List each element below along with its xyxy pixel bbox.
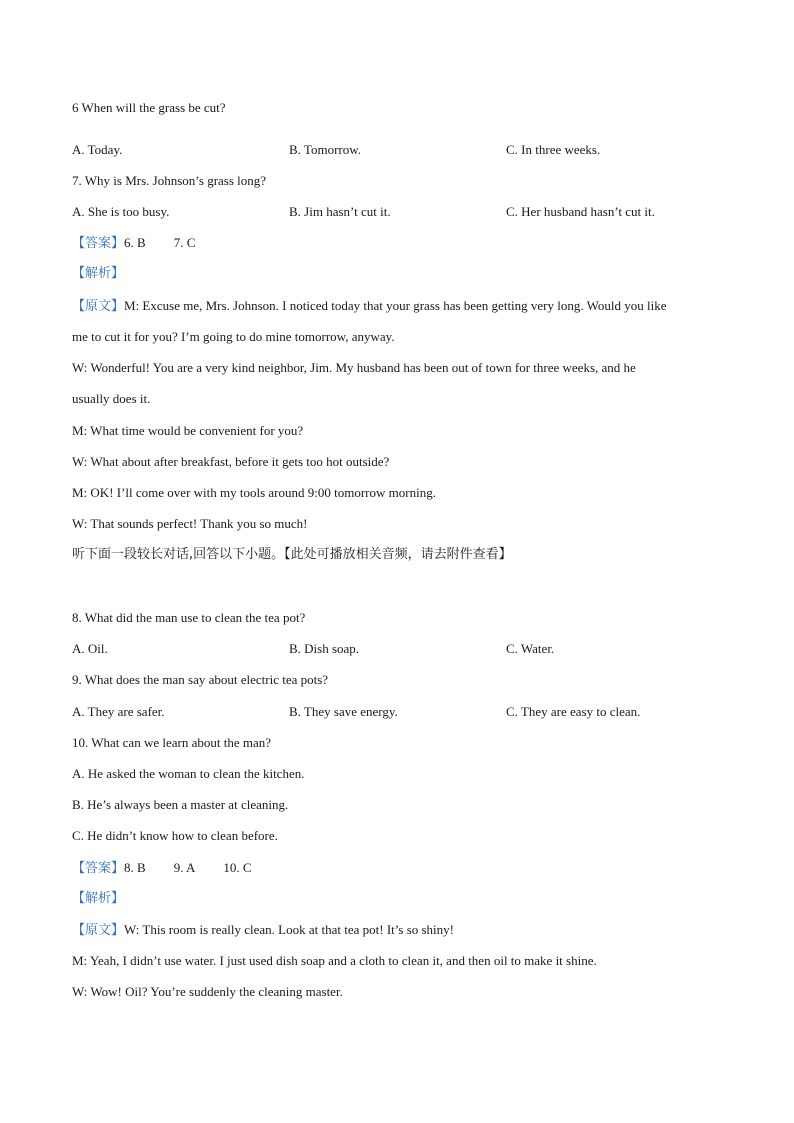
- analysis-heading: 【解析】: [72, 266, 125, 281]
- option-c: C. In three weeks.: [506, 142, 601, 157]
- question-stem: 9. What does the man say about electric tea pots?: [72, 672, 329, 687]
- answer-value: 10. C: [223, 860, 252, 875]
- answer-value: 6. B: [124, 235, 146, 250]
- answer-value: 7. C: [173, 235, 196, 250]
- option-b: B. They save energy.: [289, 704, 398, 719]
- question-stem: 7. Why is Mrs. Johnson’s grass long?: [72, 173, 267, 188]
- transcript-line: usually does it.: [72, 391, 151, 406]
- option-c: C. Her husband hasn’t cut it.: [506, 204, 655, 219]
- option-b: B. Jim hasn’t cut it.: [289, 204, 391, 219]
- transcript-line: M: Yeah, I didn’t use water. I just used dish soap and a cloth to clean it, and then oil to make it shine.: [72, 953, 597, 968]
- answer-value: 8. B: [124, 860, 146, 875]
- transcript-text: W: This room is really clean. Look at that tea pot! It’s so shiny!: [124, 922, 454, 937]
- option-a: A. She is too busy.: [72, 204, 170, 219]
- answer-tag: 【答案】: [72, 236, 125, 251]
- option-a: A. Today.: [72, 142, 123, 157]
- transcript-line: [72, 922, 454, 939]
- option-b: B. Tomorrow.: [289, 142, 362, 157]
- answer-line: [72, 235, 195, 252]
- transcript-line: W: Wow! Oil? You’re suddenly the cleaning master.: [72, 984, 343, 999]
- analysis-heading: 【解析】: [72, 891, 125, 906]
- answer-tag: 【答案】: [72, 861, 125, 876]
- option-c: C. Water.: [506, 641, 555, 656]
- transcript-line: M: What time would be convenient for you?: [72, 423, 304, 438]
- option-a: A. They are safer.: [72, 704, 165, 719]
- answer-line: [72, 860, 252, 877]
- question-stem: 6 When will the grass be cut?: [72, 100, 226, 115]
- transcript-tag: 【原文】: [72, 299, 125, 314]
- option-c: C. They are easy to clean.: [506, 704, 641, 719]
- transcript-line: W: What about after breakfast, before it gets too hot outside?: [72, 454, 390, 469]
- option-a: A. Oil.: [72, 641, 108, 656]
- answer-value: 9. A: [173, 860, 196, 875]
- transcript-line: W: Wonderful! You are a very kind neighbor, Jim. My husband has been out of town for three weeks, and he: [72, 360, 636, 375]
- transcript-tag: 【原文】: [72, 923, 125, 938]
- transcript-line: W: That sounds perfect! Thank you so much!: [72, 516, 308, 531]
- transcript-line: me to cut it for you? I’m going to do mine tomorrow, anyway.: [72, 329, 395, 344]
- transcript-line: [72, 298, 666, 315]
- option-a: A. He asked the woman to clean the kitchen.: [72, 766, 305, 781]
- section-instruction: 听下面一段较长对话,回答以下小题。【此处可播放相关音频，请去附件查看】: [72, 547, 512, 562]
- transcript-text: M: Excuse me, Mrs. Johnson. I noticed today that your grass has been getting very long. Would you like: [124, 298, 667, 313]
- option-c: C. He didn’t know how to clean before.: [72, 828, 278, 843]
- option-b: B. Dish soap.: [289, 641, 360, 656]
- transcript-line: M: OK! I’ll come over with my tools around 9:00 tomorrow morning.: [72, 485, 436, 500]
- option-b: B. He’s always been a master at cleaning.: [72, 797, 289, 812]
- question-stem: 8. What did the man use to clean the tea pot?: [72, 610, 306, 625]
- question-stem: 10. What can we learn about the man?: [72, 735, 272, 750]
